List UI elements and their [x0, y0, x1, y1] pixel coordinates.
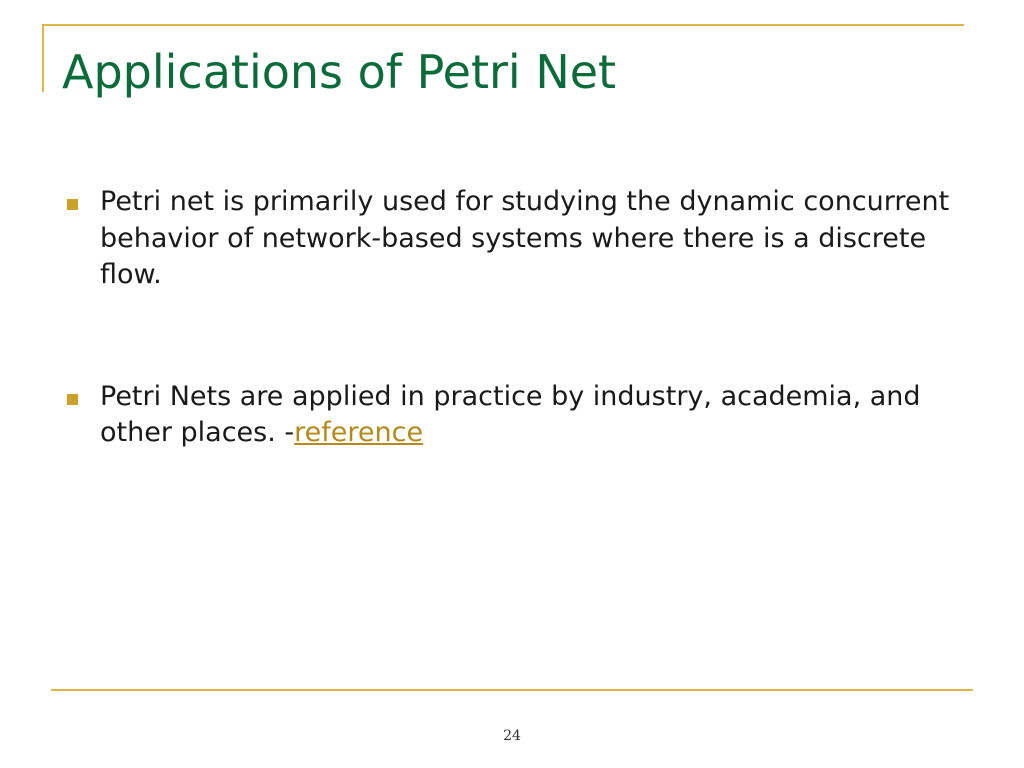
bullet-text-1: Petri net is primarily used for studying the dynamic concurrent behavior of network-based systems where there is a discrete flow. [100, 186, 950, 290]
frame-left-line [42, 24, 44, 92]
bullet-item-2 [62, 379, 962, 452]
square-bullet-icon [67, 394, 78, 405]
bullet-item-1 [62, 184, 962, 294]
frame-top-line [42, 24, 964, 26]
footer-rule [51, 689, 973, 691]
slide-title: Applications of Petri Net [62, 45, 617, 99]
square-bullet-icon [67, 199, 78, 210]
bullet-list [62, 184, 962, 452]
bullet-text-2: Petri Nets are applied in practice by industry, academia, and other places. - [100, 380, 921, 448]
reference-link[interactable]: reference [294, 417, 424, 448]
page-number: 24 [503, 728, 521, 744]
